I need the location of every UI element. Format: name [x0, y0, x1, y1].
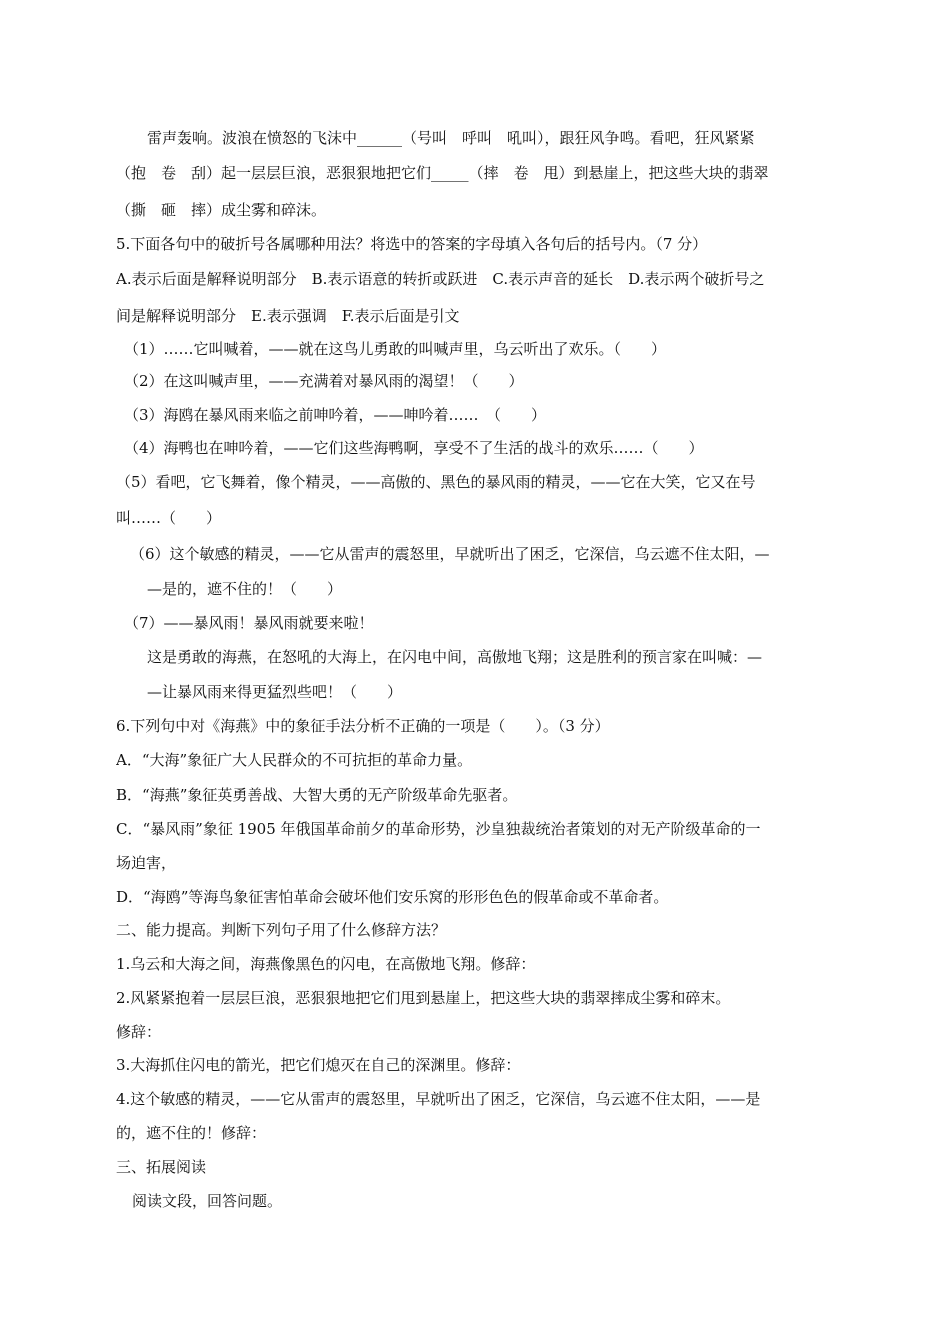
question-5-item-6: —是的，遮不住的！（ ）	[147, 580, 343, 598]
rhetoric-item-2: 修辞：	[116, 1023, 162, 1041]
rhetoric-item-4: 的，遮不住的！修辞：	[116, 1124, 267, 1142]
text-line: （撕 砸 摔）成尘雾和碎沫。	[116, 201, 327, 219]
rhetoric-item-4: 4.这个敏感的精灵，——它从雷声的震怒里，早就听出了困乏，它深信，乌云遮不住太阳，——是	[116, 1090, 761, 1108]
question-5-item-2: （2）在这叫喊声里，——充满着对暴风雨的渴望！（ ）	[124, 372, 524, 390]
question-5-options: 间是解释说明部分 E.表示强调 F.表示后面是引文	[116, 307, 460, 325]
question-5-item-7: （7）——暴风雨！暴风雨就要来啦！	[124, 614, 374, 632]
question-5-item-1: （1）……它叫喊着，——就在这鸟儿勇敢的叫喊声里，乌云听出了欢乐。（ ）	[124, 340, 667, 358]
question-6-option-a: A．“大海”象征广大人民群众的不可抗拒的革命力量。	[116, 751, 473, 769]
reading-instruction: 阅读文段，回答问题。	[132, 1192, 283, 1210]
question-5-item-4: （4）海鸭也在呻吟着，——它们这些海鸭啊，享受不了生活的战斗的欢乐……（ ）	[124, 439, 704, 457]
question-5-title: 5.下面各句中的破折号各属哪种用法？将选中的答案的字母填入各句后的括号内。（7 分）	[116, 235, 708, 253]
question-6-option-b: B．“海燕”象征英勇善战、大智大勇的无产阶级革命先驱者。	[116, 786, 518, 804]
text-line: （抱 卷 刮）起一层层巨浪，恶狠狠地把它们_____（摔 卷 甩）到悬崖上，把这些大块的翡翠	[116, 164, 769, 182]
question-5-item-3: （3）海鸥在暴风雨来临之前呻吟着，——呻吟着…… （ ）	[124, 406, 547, 424]
text-line: 雷声轰响。波浪在愤怒的飞沫中______（号叫 呼叫 吼叫），跟狂风争鸣。看吧，狂风紧紧	[147, 129, 755, 147]
question-6-option-c: C．“暴风雨”象征 1905 年俄国革命前夕的革命形势，沙皇独裁统治者策划的对无产阶级革命的一	[116, 820, 761, 838]
question-6-option-d: D．“海鸥”等海鸟象征害怕革命会破坏他们安乐窝的形形色色的假革命或不革命者。	[116, 888, 669, 906]
section-3-heading: 三、拓展阅读	[116, 1158, 207, 1176]
rhetoric-item-2: 2.风紧紧抱着一层层巨浪，恶狠狠地把它们甩到悬崖上，把这些大块的翡翠摔成尘雾和碎末。	[116, 989, 731, 1007]
question-5-item-7: 这是勇敢的海燕，在怒吼的大海上，在闪电中间，高傲地飞翔；这是胜利的预言家在叫喊：—	[147, 648, 763, 666]
rhetoric-item-3: 3.大海抓住闪电的箭光，把它们熄灭在自己的深渊里。修辞：	[116, 1056, 521, 1074]
question-5-item-7: —让暴风雨来得更猛烈些吧！（ ）	[147, 683, 403, 701]
question-5-item-5: 叫……（ ）	[116, 509, 222, 527]
question-6-title: 6.下列句中对《海燕》中的象征手法分析不正确的一项是（ ）。（3 分）	[116, 717, 610, 735]
question-5-item-5: （5）看吧，它飞舞着，像个精灵，——高傲的、黑色的暴风雨的精灵，——它在大笑，它又在号	[116, 473, 756, 491]
section-2-heading: 二、能力提高。判断下列句子用了什么修辞方法？	[116, 921, 447, 939]
rhetoric-item-1: 1.乌云和大海之间，海燕像黑色的闪电，在高傲地飞翔。修辞：	[116, 955, 536, 973]
question-5-item-6: （6）这个敏感的精灵，——它从雷声的震怒里，早就听出了困乏，它深信，乌云遮不住太阳，—	[130, 545, 770, 563]
question-5-options: A.表示后面是解释说明部分 B.表示语意的转折或跃进 C.表示声音的延长 D.表示两个破折号之	[116, 270, 765, 288]
question-6-option-c: 场迫害，	[116, 854, 177, 872]
